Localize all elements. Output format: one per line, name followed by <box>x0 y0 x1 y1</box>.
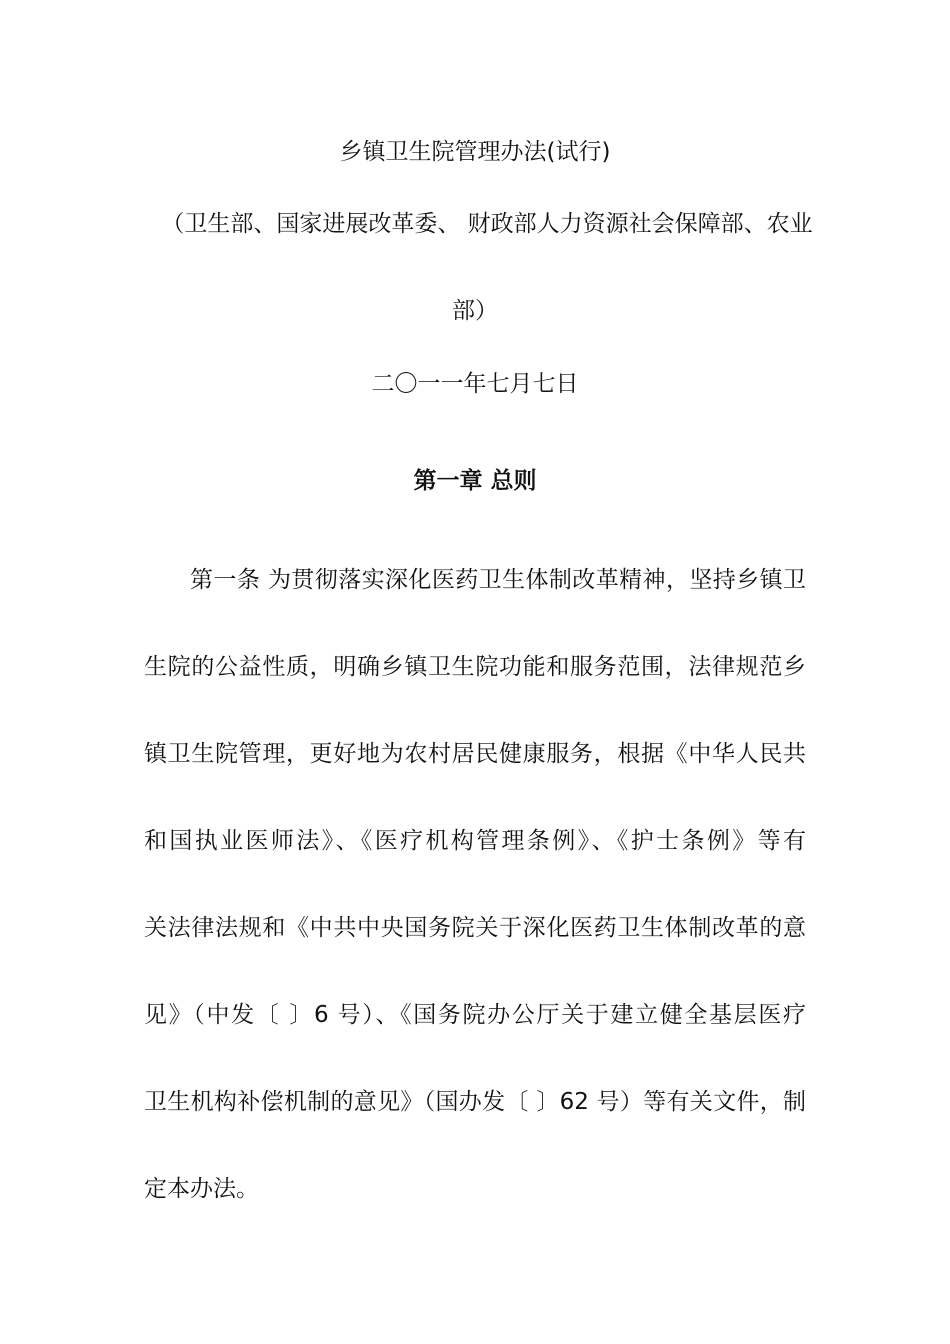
paragraph-line: 定本办法。 <box>144 1176 259 1202</box>
paragraph-line: 生院的公益性质，明确乡镇卫生院功能和服务范围，法律规范乡 <box>144 654 806 680</box>
paragraph-line: 镇卫生院管理，更好地为农村居民健康服务，根据《中华人民共 <box>144 741 806 767</box>
paragraph-line: 关法律法规和《中共中央国务院关于深化医药卫生体制改革的意 <box>144 915 806 941</box>
paragraph-line: 和国执业医师法》、《医疗机构管理条例》、《护士条例》等有 <box>144 828 806 854</box>
paragraph-line: 见》（中发〔 〕6 号）、《国务院办公厅关于建立健全基层医疗 <box>144 1002 806 1028</box>
paragraph-line: 卫生机构补偿机制的意见》（国办发〔 〕62 号）等有关文件，制 <box>144 1089 806 1115</box>
chapter-heading: 第一章 总则 <box>413 468 537 494</box>
paragraph-line: 第一条 为贯彻落实深化医药卫生体制改革精神，坚持乡镇卫 <box>190 567 806 593</box>
document-title: 乡镇卫生院管理办法(试行) <box>339 139 611 165</box>
issuers-line-2: 部） <box>452 298 498 324</box>
issuers-line-1: （卫生部、国家进展改革委、 财政部人力资源社会保障部、农业 <box>161 211 813 237</box>
issue-date: 二〇一一年七月七日 <box>371 371 579 397</box>
